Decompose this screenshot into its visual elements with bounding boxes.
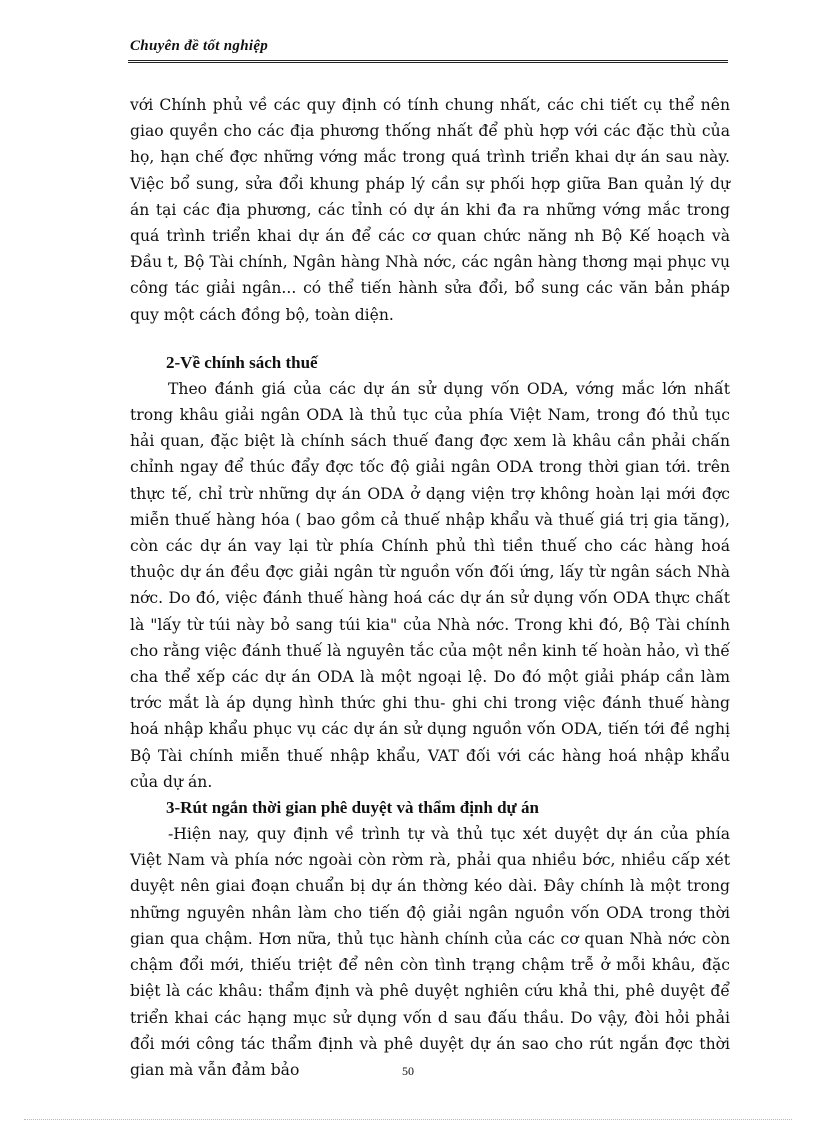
document-body [130, 92, 730, 1083]
page-header-title: Chuyên đề tốt nghiệp [130, 38, 269, 54]
section-spacer [130, 328, 730, 350]
page-number: 50 [402, 1064, 414, 1078]
paragraph-legal-framework: với Chính phủ về các quy định có tính chung nhất, các chi tiết cụ thể nên giao quyền cho các địa phương thống nhất để phù hợp với các đặc thù của họ, hạn chế đợc những vớng mắc trong quá trình triển khai dự án sau này. Việc bổ sung, sửa đổi khung pháp lý cần sự phối hợp giữa Ban quản lý dự án tại các địa phương, các tỉnh có dự án khi đa ra những vớng mắc trong quá trình triển khai dự án để các cơ quan chức năng nh Bộ Kế hoạch và Đầu t, Bộ Tài chính, Ngân hàng Nhà nớc, các ngân hàng thơng mại phục vụ công tác giải ngân... có thể tiến hành sửa đổi, bổ sung các văn bản pháp quy một cách đồng bộ, toàn diện. [130, 96, 730, 324]
paragraph-tax-policy: Theo đánh giá của các dự án sử dụng vốn ODA, vớng mắc lớn nhất trong khâu giải ngân ODA là thủ tục của phía Việt Nam, trong đó thủ tục hải quan, đặc biệt là chính sách thuế đang đợc xem là khâu cần phải chấn chỉnh ngay để thúc đẩy đợc tốc độ giải ngân ODA trong thời gian tới. trên thực tế, chỉ trừ những dự án ODA ở dạng viện trợ không hoàn lại mới đợc miễn thuế hàng hóa ( bao gồm cả thuế nhập khẩu và thuế giá trị gia tăng), còn các dự án vay lại từ phía Chính phủ thì tiền thuế cho các hàng hoá thuộc dự án đều đợc giải ngân từ nguồn vốn đối ứng, lấy từ ngân sách Nhà nớc. Do đó, việc đánh thuế hàng hoá các dự án sử dụng vốn ODA thực chất là "lấy từ túi này bỏ sang túi kia" của Nhà nớc. Trong khi đó, Bộ Tài chính cho rằng việc đánh thuế là nguyên tắc của một nền kinh tế hoàn hảo, vì thế cha thể xếp các dự án ODA là một ngoại lệ. Do đó một giải pháp cần làm trớc mắt là áp dụng hình thức ghi thu- ghi chi trong việc đánh thuế hàng hoá nhập khẩu phục vụ các dự án sử dụng nguồn vốn ODA, tiến tới đề nghị Bộ Tài chính miễn thuế nhập khẩu, VAT đối với các hàng hoá nhập khẩu của dự án. [130, 379, 730, 791]
header-divider [128, 60, 728, 63]
paragraph-approval-time: -Hiện nay, quy định về trình tự và thủ tục xét duyệt dự án của phía Việt Nam và phía nớc ngoài còn rờm rà, phải qua nhiều bớc, nhiều cấp xét duyệt nên giai đoạn chuẩn bị dự án thờng kéo dài. Đây chính là một trong những nguyên nhân làm cho tiến độ giải ngân nguồn vốn ODA trong thời gian qua chậm. Hơn nữa, thủ tục hành chính của các cơ quan Nhà nớc còn chậm đổi mới, thiếu triệt để nên còn tình trạng chậm trễ ở mỗi khâu, đặc biệt là các khâu: thẩm định và phê duyệt nghiên cứu khả thi, phê duyệt để triển khai các hạng mục sử dụng vốn d sau đấu thầu. Do vậy, đòi hỏi phải đổi mới công tác thẩm định và phê duyệt dự án sao cho rút ngắn đợc thời gian mà vẫn đảm bảo [130, 825, 730, 1079]
page-bottom-border [24, 1119, 792, 1120]
section-heading-tax-policy: 2-Về chính sách thuế [166, 352, 318, 372]
section-heading-approval-time: 3-Rút ngắn thời gian phê duyệt và thẩm định dự án [166, 798, 539, 818]
